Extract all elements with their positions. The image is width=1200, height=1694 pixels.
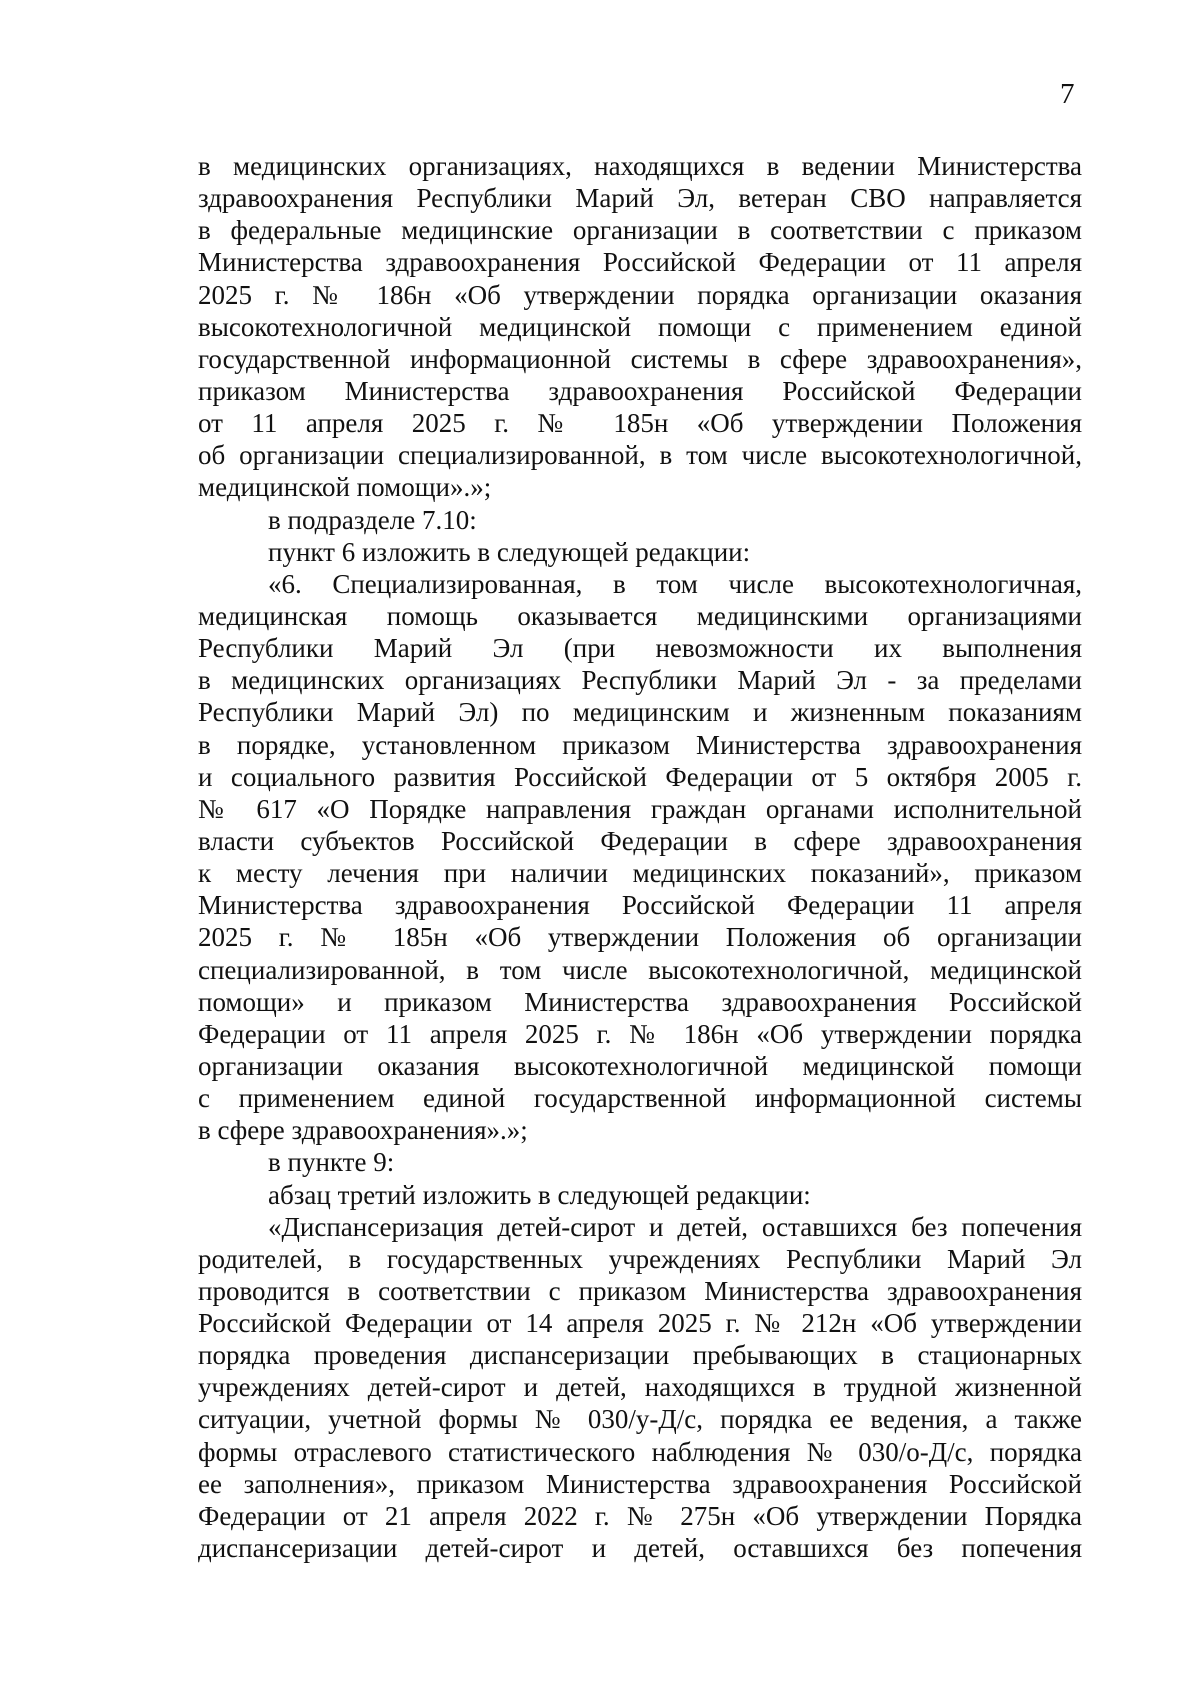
text-line: Республики Марий Эл (при невозможности их выполнения — [198, 633, 1082, 664]
text-line: в медицинских организациях Республики Марий Эл - за пределами — [198, 665, 1082, 696]
text-line: специализированной, в том числе высокотехнологичной, медицинской — [198, 954, 1082, 985]
text-line: в порядке, установленном приказом Министерства здравоохранения — [198, 729, 1082, 760]
page-number: 7 — [1060, 78, 1075, 110]
text-line: и социального развития Российской Федерации от 5 октября 2005 г. — [198, 761, 1082, 792]
text-line: приказом Министерства здравоохранения Российской Федерации — [198, 375, 1082, 406]
text-line: Республики Марий Эл) по медицинским и жизненным показаниям — [198, 697, 1082, 728]
text-line: медицинской помощи».»; — [198, 472, 492, 503]
text-line: ситуации, учетной формы № 030/у-Д/с, порядка ее ведения, а также — [198, 1404, 1082, 1435]
text-line: здравоохранения Республики Марий Эл, ветеран СВО направляется — [198, 183, 1082, 214]
text-line: в федеральные медицинские организации в соответствии с приказом — [198, 215, 1082, 246]
text-line: «Диспансеризация детей-сирот и детей, оставшихся без попечения — [268, 1211, 1082, 1242]
text-line: Федерации от 21 апреля 2022 г. № 275н «Об утверждении Порядка — [198, 1500, 1082, 1531]
text-line: высокотехнологичной медицинской помощи с применением единой — [198, 311, 1082, 342]
text-line: Министерства здравоохранения Российской Федерации от 11 апреля — [198, 247, 1082, 278]
text-line: пункт 6 изложить в следующей редакции: — [268, 536, 751, 567]
text-line: Российской Федерации от 14 апреля 2025 г. № 212н «Об утверждении — [198, 1308, 1082, 1339]
text-line: от 11 апреля 2025 г. № 185н «Об утверждении Положения — [198, 408, 1082, 439]
text-line: проводится в соответствии с приказом Министерства здравоохранения — [198, 1275, 1082, 1306]
text-line: об организации специализированной, в том числе высокотехнологичной, — [198, 440, 1082, 471]
text-line: помощи» и приказом Министерства здравоохранения Российской — [198, 986, 1082, 1017]
text-line: порядка проведения диспансеризации пребывающих в стационарных — [198, 1340, 1082, 1371]
text-line: 2025 г. № 186н «Об утверждении порядка организации оказания — [198, 279, 1082, 310]
text-line: ее заполнения», приказом Министерства здравоохранения Российской — [198, 1468, 1082, 1499]
text-line: государственной информационной системы в сфере здравоохранения», — [198, 343, 1082, 374]
text-line: учреждениях детей-сирот и детей, находящихся в трудной жизненной — [198, 1372, 1082, 1403]
text-line: родителей, в государственных учреждениях Республики Марий Эл — [198, 1243, 1082, 1274]
text-line: к месту лечения при наличии медицинских показаний», приказом — [198, 858, 1082, 889]
text-line: Министерства здравоохранения Российской Федерации 11 апреля — [198, 890, 1082, 921]
text-line: 2025 г. № 185н «Об утверждении Положения об организации — [198, 922, 1082, 953]
text-line: в подразделе 7.10: — [268, 504, 477, 535]
text-line: с применением единой государственной информационной системы — [198, 1083, 1082, 1114]
text-line: формы отраслевого статистического наблюдения № 030/о-Д/с, порядка — [198, 1436, 1082, 1467]
text-line: власти субъектов Российской Федерации в сфере здравоохранения — [198, 825, 1082, 856]
text-line: медицинская помощь оказывается медицинскими организациями — [198, 600, 1082, 631]
text-line: в пункте 9: — [268, 1147, 395, 1178]
document-body — [198, 150, 1082, 1564]
text-line: Федерации от 11 апреля 2025 г. № 186н «Об утверждении порядка — [198, 1018, 1082, 1049]
text-line: «6. Специализированная, в том числе высокотехнологичная, — [268, 568, 1082, 599]
text-line: абзац третий изложить в следующей редакции: — [268, 1179, 811, 1210]
text-line: диспансеризации детей-сирот и детей, оставшихся без попечения — [198, 1533, 1082, 1564]
text-line: № 617 «О Порядке направления граждан органами исполнительной — [198, 793, 1082, 824]
text-line: в сфере здравоохранения».»; — [198, 1115, 528, 1146]
text-line: в медицинских организациях, находящихся в ведении Министерства — [198, 151, 1082, 181]
text-line: организации оказания высокотехнологичной медицинской помощи — [198, 1050, 1082, 1081]
